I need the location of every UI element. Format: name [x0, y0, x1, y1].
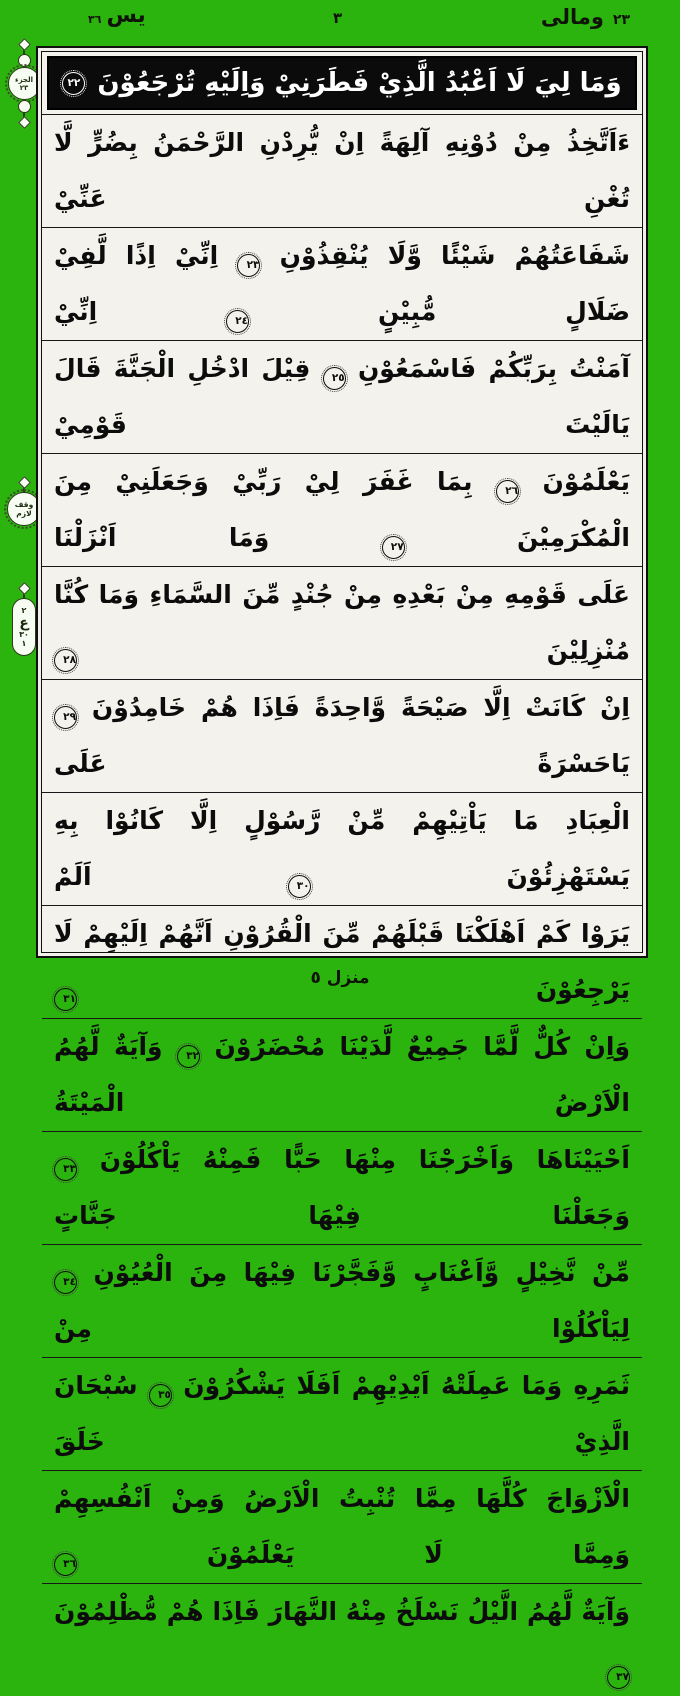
- quran-line: [42, 679, 642, 792]
- medallion-crown-icon: [18, 54, 31, 67]
- verse-text: وَآيَةٌ لَّهُمُ الَّيْلُ نَسْلَخُ مِنْهُ النَّهَارَ فَاِذَا هُمْ مُّظْلِمُوْنَ: [54, 1597, 630, 1626]
- ayah-end-marker: ٣٢: [177, 1045, 200, 1068]
- ruku-top-number: ٢: [21, 605, 27, 615]
- verse-text: الْعِبَادِ مَا يَاْتِيْهِمْ مِّنْ رَّسُوْلٍ اِلَّا كَانُوْا بِهِ يَسْتَهْزِئُوْنَ: [54, 806, 630, 891]
- ruku-middle-number: ٣٠: [19, 629, 29, 639]
- verse-text: ثَمَرِهِ وَمَا عَمِلَتْهُ اَيْدِيْهِمْ اَفَلَا يَشْكُرُوْنَ: [183, 1371, 630, 1400]
- verse-text: آمَنْتُ بِرَبِّكُمْ فَاسْمَعُوْنِ: [357, 354, 630, 383]
- verse-text: شَفَاعَتُهُمْ شَيْئًا وَّلَا يُنْقِذُوْنِ: [279, 241, 630, 270]
- medallion-finial-icon: [18, 582, 31, 595]
- verse-text: وَجَعَلْنَا فِيْهَا جَنَّاتٍ: [54, 1201, 630, 1230]
- quran-line: [42, 1018, 642, 1131]
- quran-line: [42, 792, 642, 905]
- ayah-end-marker: ٣٥: [149, 1384, 172, 1407]
- ayah-end-marker: ٢٧: [382, 536, 405, 559]
- juz-number: ٢٣: [612, 11, 630, 28]
- manzil-footer: منزل ٥: [310, 968, 370, 988]
- juz-medallion-number: ٢٣: [19, 83, 29, 92]
- verse-text: وَآيَةٌ لَّهُمُ الْاَرْضُ الْمَيْتَةُ: [54, 1032, 630, 1117]
- quran-line: [42, 1583, 642, 1696]
- verse-text: اَحْيَيْنَاهَا وَاَخْرَجْنَا مِنْهَا حَبًّا فَمِنْهُ يَاْكُلُوْنَ: [99, 1145, 630, 1174]
- verse-text: مِّنْ نَّخِيْلٍ وَّاَعْنَابٍ وَّفَجَّرْنَا فِيْهَا مِنَ الْعُيُوْنِ: [93, 1258, 630, 1287]
- waqf-word-1: وقف: [14, 500, 34, 509]
- quran-line: [42, 1131, 642, 1244]
- medallion-crown-icon: [18, 100, 31, 113]
- verse-text: اِنِّيْ: [54, 297, 98, 326]
- verse-text: قِيْلَ ادْخُلِ الْجَنَّةَ قَالَ يَالَيْتَ قَوْمِيْ: [54, 354, 630, 439]
- ayah-end-marker: ٢٩: [54, 706, 77, 729]
- verse-text: اِنِّيْ اِذًا لَّفِيْ ضَلَالٍ مُّبِيْنٍ: [54, 241, 630, 326]
- quran-line: [42, 1470, 642, 1583]
- verse-text: وَمَا لِيَ لَا اَعْبُدُ الَّذِيْ فَطَرَنِيْ وَاِلَيْهِ تُرْجَعُوْنَ: [97, 68, 622, 98]
- ayah-end-marker: ٣٣: [54, 1158, 77, 1181]
- quran-line: [42, 340, 642, 453]
- quran-line: [42, 566, 642, 679]
- ayah-end-marker: ٣٧: [607, 1666, 630, 1689]
- ayah-end-marker: ٢٤: [226, 310, 249, 333]
- page-number: ٣: [333, 9, 343, 27]
- verse-text: يَرَوْا كَمْ اَهْلَكْنَا قَبْلَهُمْ مِّنَ الْقُرُوْنِ اَنَّهُمْ اِلَيْهِمْ لَا يَرْجِعُوْنَ: [54, 919, 630, 1004]
- verse-text: عَلَى قَوْمِهِ مِنْ بَعْدِهِ مِنْ جُنْدٍ مِّنَ السَّمَاءِ وَمَا كُنَّا مُنْزِلِيْنَ: [54, 580, 630, 665]
- medallion-finial-icon: [18, 116, 31, 129]
- quran-line: [42, 1357, 642, 1470]
- ruku-marker-body: [12, 598, 36, 656]
- top-margin-bar: [0, 0, 680, 44]
- verse-text: يَعْلَمُوْنَ: [542, 467, 630, 496]
- medallion-finial-icon: [18, 38, 31, 51]
- verse-text: اَلَمْ: [54, 862, 92, 891]
- quran-line: [42, 227, 642, 340]
- juz-start-verse: [47, 56, 637, 110]
- ayah-end-marker: ٢٨: [54, 649, 77, 672]
- ayah-end-marker: ٢٦: [496, 480, 519, 503]
- verse-text: لِيَاْكُلُوْا مِنْ: [54, 1314, 630, 1343]
- ruku-ain-letter: ع: [19, 614, 29, 631]
- verse-text: بِمَا غَفَرَ لِيْ رَبِّيْ وَجَعَلَنِيْ مِنَ الْمُكْرَمِيْنَ: [54, 467, 630, 552]
- verse-text: اِنْ كَانَتْ اِلَّا صَيْحَةً وَّاحِدَةً فَاِذَا هُمْ خَامِدُوْنَ: [91, 693, 630, 722]
- ayah-end-marker: ٣٤: [54, 1271, 77, 1294]
- quran-lines: [42, 114, 642, 1696]
- quran-line: [42, 114, 642, 227]
- verse-text: يَاحَسْرَةً عَلَى: [54, 749, 630, 778]
- juz-start-box-wrap: [42, 52, 642, 114]
- verse-text: وَمَا اَنْزَلْنَا: [54, 523, 270, 552]
- ruku-marker: [9, 584, 39, 656]
- surah-header: [88, 3, 146, 28]
- juz-medallion-word: الجزء: [15, 75, 34, 84]
- waqf-word-2: لازم: [16, 509, 32, 518]
- surah-name: يس: [106, 3, 146, 28]
- ayah-end-marker: ٢٣: [237, 254, 260, 277]
- medallion-finial-icon: [18, 476, 31, 489]
- juz-name: ومالى: [540, 5, 604, 29]
- ayah-end-marker: ٢٢: [62, 72, 85, 95]
- ayah-end-marker: ٣٠: [288, 875, 311, 898]
- ruku-bottom-number: ١: [21, 638, 27, 648]
- quran-line: [42, 1244, 642, 1357]
- surah-number: ٣٦: [88, 13, 102, 26]
- verse-text: وَاِنْ كُلٌّ لَّمَّا جَمِيْعٌ لَّدَيْنَا مُحْضَرُوْنَ: [214, 1032, 630, 1061]
- quran-line: [42, 453, 642, 566]
- ayah-end-marker: ٢٥: [323, 367, 346, 390]
- quran-line: [42, 905, 642, 1018]
- verse-text: الْاَزْوَاجَ كُلَّهَا مِمَّا تُنْبِتُ الْاَرْضُ وَمِنْ اَنْفُسِهِمْ وَمِمَّا لَا يَعْلَمُوْنَ: [54, 1484, 630, 1569]
- ayah-end-marker: ٣٦: [54, 1553, 77, 1576]
- verse-text: ءَاَتَّخِذُ مِنْ دُوْنِهِ آلِهَةً اِنْ يُّرِدْنِ الرَّحْمَنُ بِضُرٍّ لَّا تُغْنِ عَنِّيْ: [54, 128, 630, 213]
- juz-header: [541, 5, 630, 29]
- ayah-end-marker: ٣١: [54, 988, 77, 1011]
- verse-text: سُبْحَانَ الَّذِيْ خَلَقَ: [54, 1371, 630, 1456]
